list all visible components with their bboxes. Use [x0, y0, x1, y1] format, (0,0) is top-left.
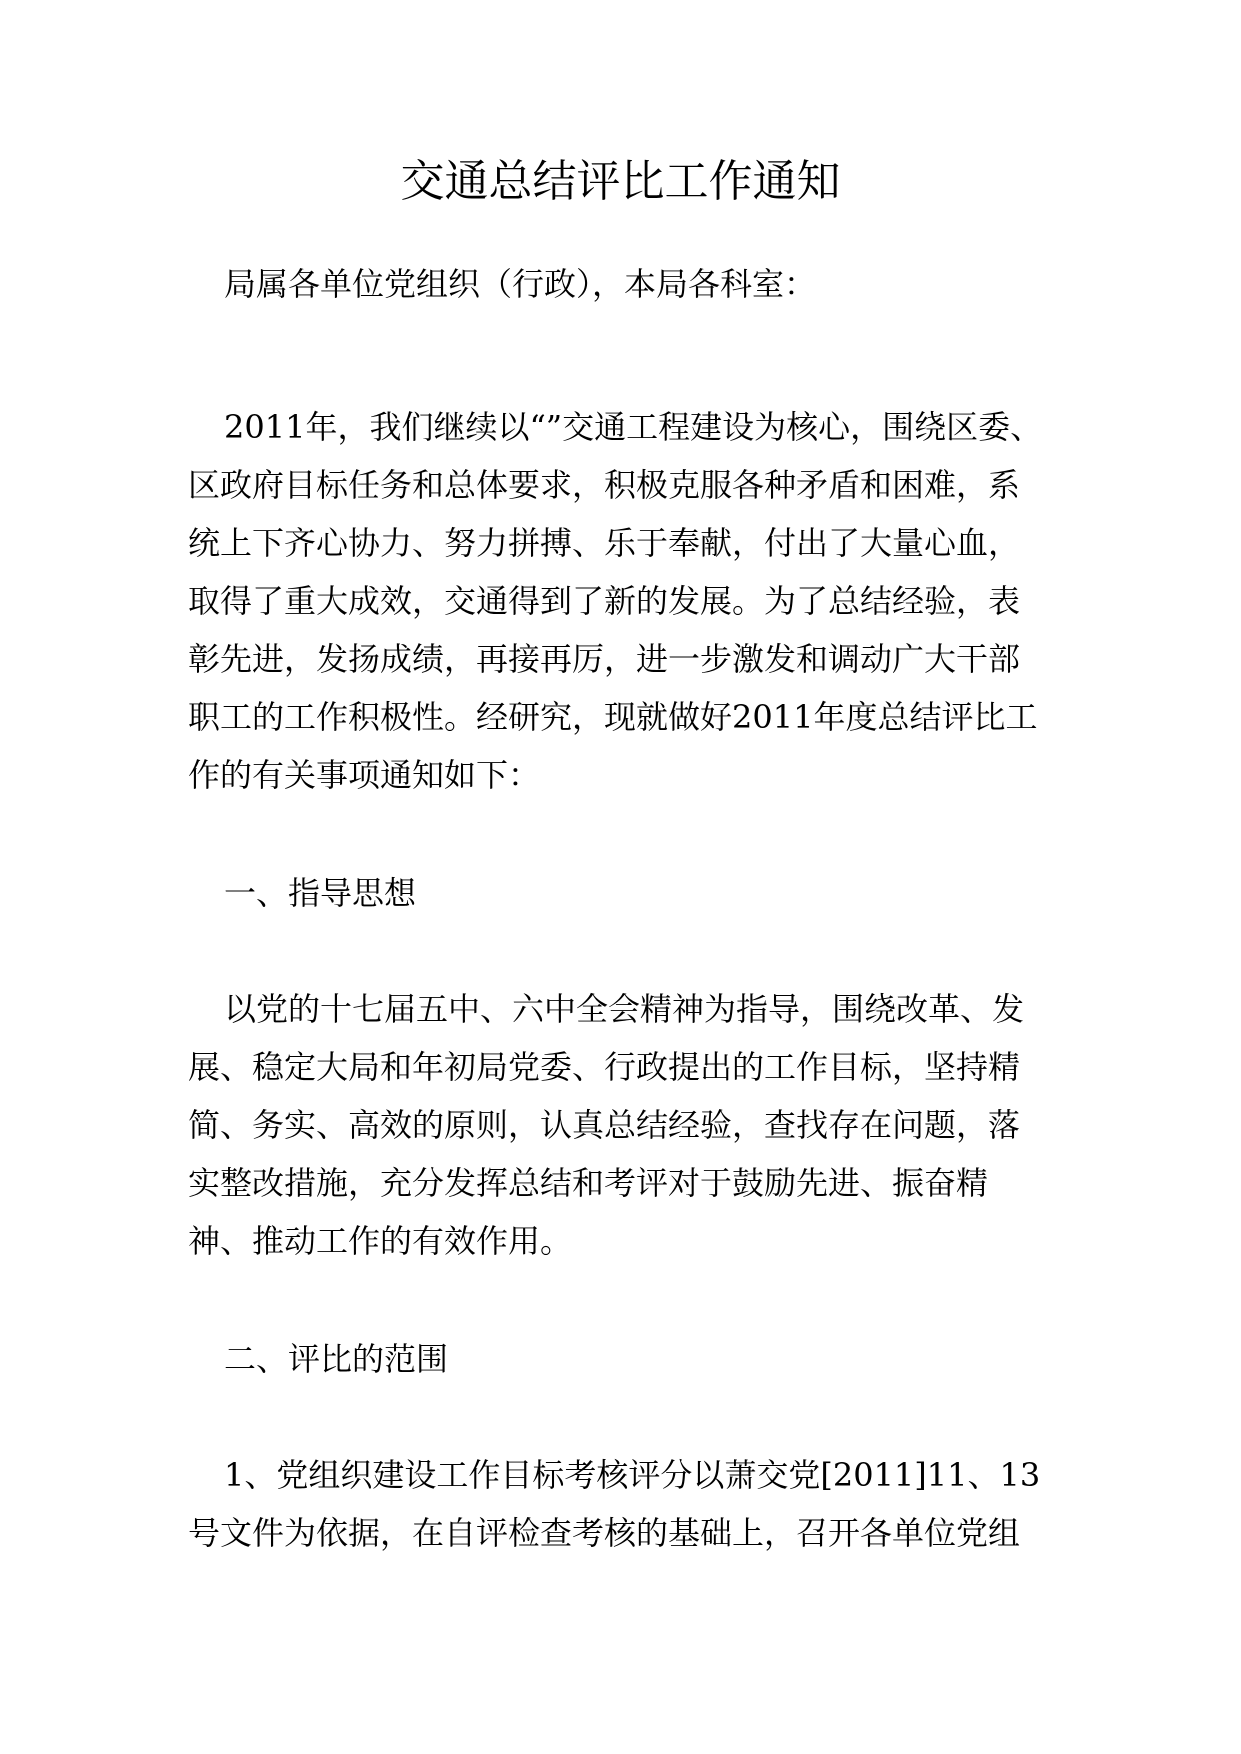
document-title: 交通总结评比工作通知 [400, 156, 841, 207]
guiding-thought-paragraph: 以党的十七届五中、六中全会精神为指导，围绕改革、发展、稳定大局和年初局党委、行政提出的工作目标，坚持精简、务实、高效的原则，认真总结经验，查找存在问题，落实整改措施，充分发挥总结和考评对于鼓励先进、振奋精神、推动工作的有效作用。 [188, 990, 1025, 1260]
section-heading-guiding-thought: 一、指导思想 [224, 874, 417, 912]
evaluation-scope-item-1: 1、党组织建设工作目标考核评分以萧交党[2011]11、13号文件为依据，在自评检查考核的基础上，召开各单位党组 [188, 1456, 1041, 1552]
section-heading-evaluation-scope: 二、评比的范围 [224, 1340, 449, 1378]
salutation: 局属各单位党组织（行政），本局各科室： [224, 265, 817, 303]
intro-paragraph: 2011年，我们继续以“”交通工程建设为核心，围绕区委、区政府目标任务和总体要求，积极克服各种矛盾和困难，系统上下齐心协力、努力拼搏、乐于奉献，付出了大量心血，取得了重大成效，交通得到了新的发展。为了总结经验，表彰先进，发扬成绩，再接再厉，进一步激发和调动广大干部职工的工作积极性。经研究，现就做好2011年度总结评比工作的有关事项通知如下： [188, 408, 1043, 794]
